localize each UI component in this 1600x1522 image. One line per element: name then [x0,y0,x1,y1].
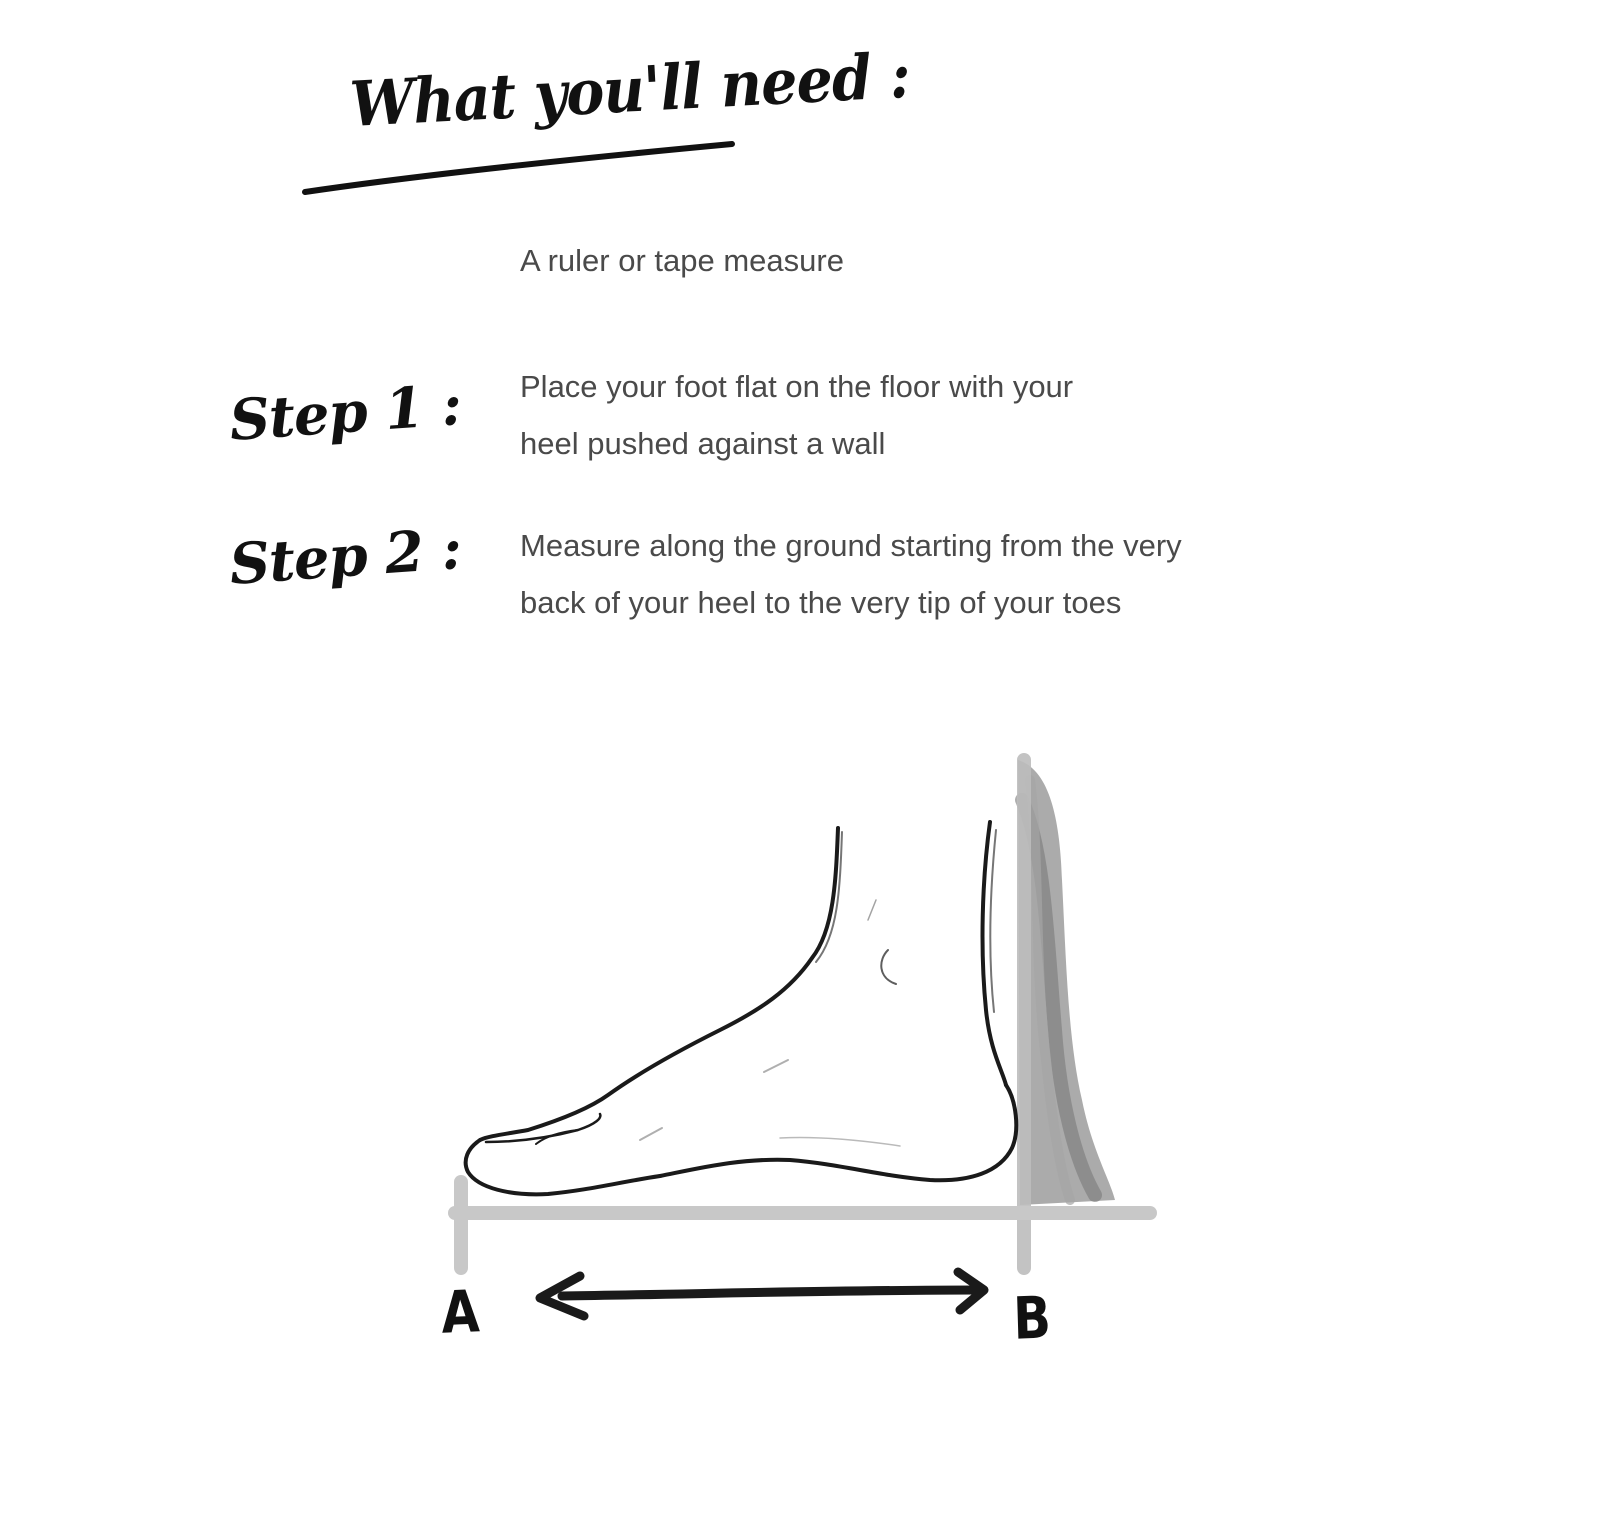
point-b-label: B [1012,1283,1052,1353]
step-1-label: Step 1 : [227,371,464,454]
arrow-shaft [562,1290,978,1296]
foot-illustration [466,822,1017,1194]
step-2-line-1: Measure along the ground starting from the very [520,528,1182,563]
step-1-line-2: heel pushed against a wall [520,426,886,461]
step-2-line-2: back of your heel to the very tip of your toes [520,585,1122,620]
measurement-arrow [540,1272,984,1316]
step-1-line-1: Place your foot flat on the floor with your [520,369,1074,404]
needs-item-text: A ruler or tape measure [520,243,844,278]
point-a-label: A [440,1277,481,1347]
step-2-label: Step 2 : [227,515,464,598]
wall-shading [1018,760,1115,1205]
section-heading: What you'll need : [348,38,912,141]
